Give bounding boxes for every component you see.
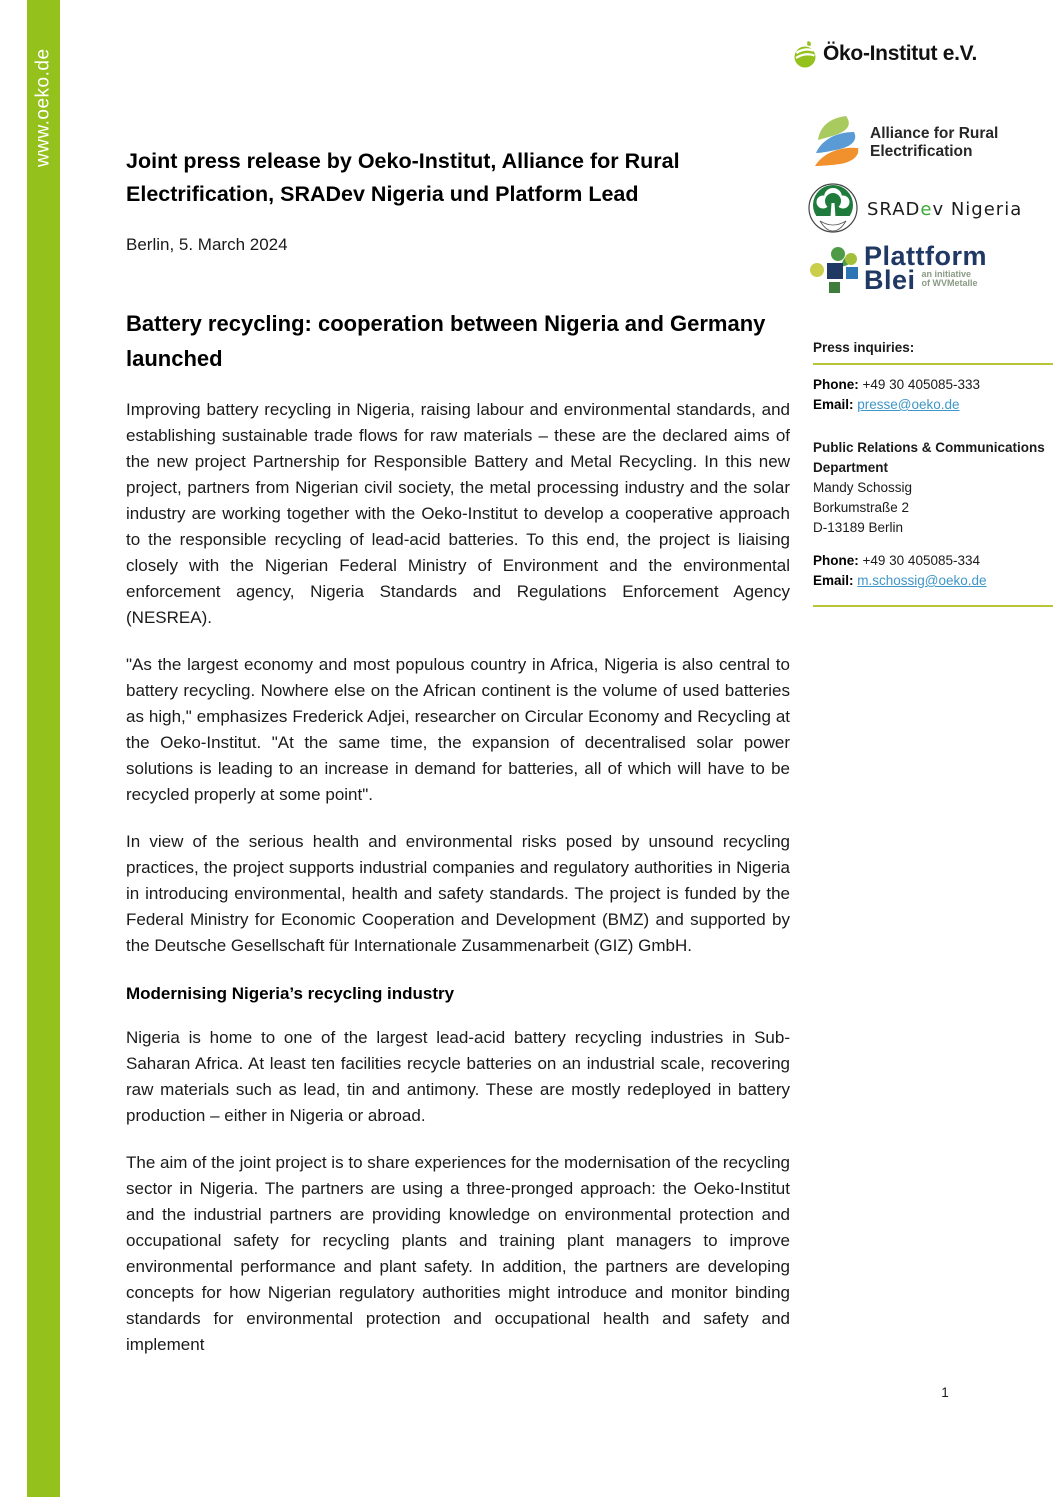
- plattform-logo-text: [864, 241, 988, 295]
- are-logo-text-line1: Alliance for Rural: [870, 125, 999, 142]
- press-inquiries-heading: Press inquiries:: [813, 340, 915, 355]
- paragraph-3: In view of the serious health and environmental risks posed by unsound recycling practices, the project supports industrial companies and regulatory authorities in Nigeria in introducing environmental, health and safety standards. The project is funded by the Federal Ministry for Economic Cooperation and Development (BMZ) and supported by the Deutsche Gesellschaft für Internationale Zusammenarbeit (GIZ) GmbH.: [126, 832, 790, 955]
- paragraph-4: Nigeria is home to one of the largest lead-acid battery recycling industries in Sub-Saharan Africa. At least ten facilities recycle batteries on an industrial scale, recovering raw materials such as lead, tin and antimony. These are mostly redeployed in battery production – either in Nigeria or abroad.: [126, 1028, 790, 1125]
- contact-separator-top: [813, 363, 1053, 365]
- contact-spacer: [813, 538, 1053, 551]
- sradev-logo: [808, 183, 1038, 235]
- contact-street: Borkumstraße 2: [813, 500, 910, 515]
- article-column: [126, 145, 790, 1358]
- sradev-text-green-letter: e: [920, 198, 933, 220]
- phone-number-1: +49 30 405085-333: [862, 377, 981, 392]
- article-heading: Battery recycling: cooperation between Nigeria and Germany launched: [126, 311, 766, 371]
- document-title: Joint press release by Oeko-Institut, Alliance for Rural Electrification, SRADev Nigeria und Platform Lead: [126, 149, 680, 206]
- contact-city: D-13189 Berlin: [813, 520, 904, 535]
- contact-separator-bottom: [813, 605, 1053, 607]
- paragraph-1: Improving battery recycling in Nigeria, raising labour and environmental standards, and establishing sustainable trade flows for raw materials – these are the declared aims of the new project Partnership for Responsible Battery and Metal Recycling. In this new project, partners from Nigerian civil society, the metal processing industry and the solar industry are working together with the Oeko-Institut to develop a cooperative approach to the responsible recycling of lead-acid batteries. To this end, the project is liaising closely with the Nigerian Federal Ministry of Environment and the environmental enforcement agency, Nigeria Standards and Regulations Enforcement Agency (NESREA).: [126, 400, 790, 627]
- oeko-institut-logo: [793, 40, 977, 68]
- sradev-text-prefix: SRAD: [867, 198, 921, 220]
- phone-number-2: +49 30 405085-334: [862, 553, 981, 568]
- paragraph-2: "As the largest economy and most populous country in Africa, Nigeria is also central to battery recycling. Nowhere else on the African continent is the volume of used batteries as high," emphasizes Frederick Adjei, researcher on Circular Economy and Recycling at the Oeko-Institut. "At the same time, the expansion of decentralised solar power solutions is leading to an increase in demand for batteries, all of which will have to be recycled properly at some point".: [126, 655, 790, 804]
- plattform-subtext-line2: of WVMetalle: [921, 278, 978, 288]
- person-email-link[interactable]: m.schossig@oeko.de: [857, 573, 987, 588]
- email-label: Email:: [813, 397, 854, 412]
- are-logo: [808, 114, 1038, 172]
- plattform-subtext: [922, 270, 978, 292]
- press-contact-panel: [813, 338, 1053, 607]
- department-name: Public Relations & Communications Department: [813, 440, 1045, 475]
- are-swoosh-icon: [808, 114, 860, 172]
- contact-person: Mandy Schossig: [813, 480, 913, 495]
- phone-row-2: [813, 551, 1053, 571]
- page-number: 1: [941, 1385, 949, 1400]
- press-email-link[interactable]: presse@oeko.de: [857, 397, 960, 412]
- email-row-2: [813, 571, 1053, 591]
- are-logo-text-line2: Electrification: [870, 143, 973, 160]
- plattform-subtext-line1: an initiative: [921, 269, 972, 279]
- article-subheading: Modernising Nigeria’s recycling industry: [126, 984, 455, 1003]
- sidebar-url-text: www.oeko.de: [32, 48, 54, 167]
- partner-logos: [808, 114, 1038, 296]
- phone-row-1: [813, 375, 1053, 395]
- sradev-tree-icon: [808, 183, 858, 235]
- plattform-text-line2: Blei: [864, 265, 916, 295]
- phone-label: Phone:: [813, 377, 859, 392]
- contact-spacer: [813, 415, 1053, 438]
- brand-sidebar: [27, 0, 60, 1497]
- oeko-logo-text: Öko-Institut e.V.: [823, 42, 977, 65]
- phone-label: Phone:: [813, 553, 859, 568]
- email-row-1: [813, 395, 1053, 415]
- email-label: Email:: [813, 573, 854, 588]
- paragraph-5: The aim of the joint project is to share experiences for the modernisation of the recycling sector in Nigeria. The partners are using a three-pronged approach: the Oeko-Institut and the industrial partners are providing knowledge on environmental protection and occupational safety for recycling plants and training plant managers to improve environmental performance and plant safety. In addition, the partners are developing concepts for how Nigerian regulatory authorities might introduce and monitor binding standards for environmental protection and occupational health and safety and implement: [126, 1153, 790, 1354]
- sradev-text-suffix: v Nigeria: [932, 198, 1023, 220]
- plattform-text-line1: Plattform: [864, 241, 988, 271]
- oeko-leaf-icon: [793, 40, 818, 68]
- plattform-blei-logo: [808, 241, 1038, 296]
- plattform-pinwheel-icon: [808, 244, 860, 296]
- dateline: Berlin, 5. March 2024: [126, 235, 288, 254]
- are-logo-text: [870, 125, 998, 161]
- sradev-logo-text: [867, 199, 1022, 220]
